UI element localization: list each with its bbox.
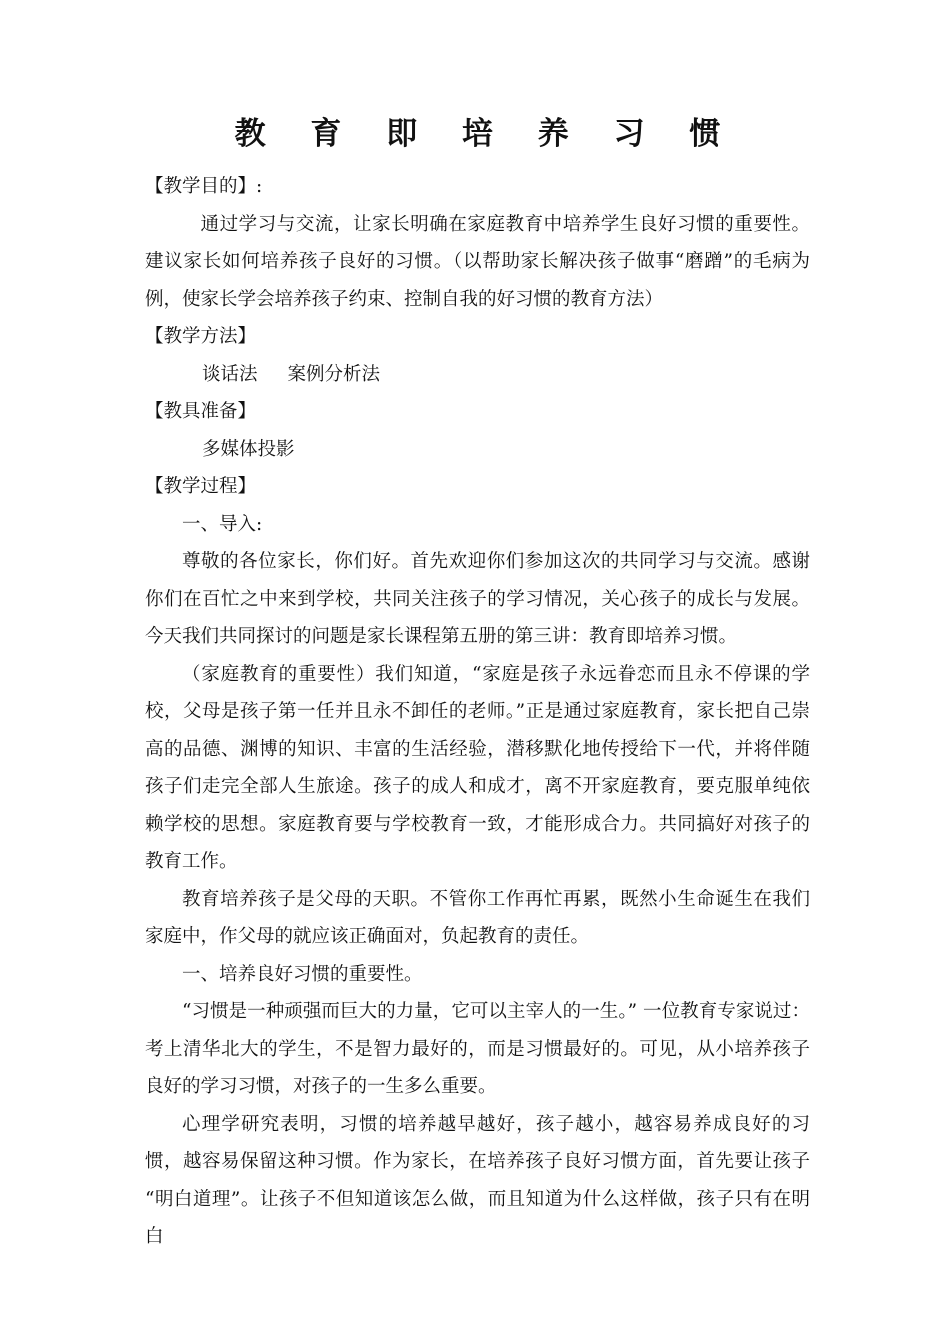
paragraph-parent-duty: 教育培养孩子是父母的天职。不管你工作再忙再累，既然小生命诞生在我们家庭中，作父母的就应该正确面对，负起教育的责任。 — [145, 888, 810, 947]
method-talk: 谈话法 — [202, 363, 258, 385]
document-page — [145, 112, 810, 1256]
importance-label: 一、培养良好习惯的重要性。 — [182, 963, 423, 985]
method-list — [145, 356, 810, 394]
purpose-heading: 【教学目的】: — [145, 176, 263, 197]
purpose-paragraph: 通过学习与交流，让家长明确在家庭教育中培养学生良好习惯的重要性。建议家长如何培养孩子良好的习惯。（以帮助家长解决孩子做事“磨蹭”的毛病为例，使家长学会培养孩子约束、控制自我的好习惯的教育方法） — [145, 213, 810, 310]
method-heading: 【教学方法】 — [145, 326, 257, 347]
tools-heading: 【教具准备】 — [145, 401, 257, 422]
paragraph-greeting: 尊敬的各位家长，你们好。首先欢迎你们参加这次的共同学习与交流。感谢你们在百忙之中来到学校，共同关注孩子的学习情况，关心孩子的成长与发展。今天我们共同探讨的问题是家长课程第五册的第三讲：教育即培养习惯。 — [145, 551, 810, 647]
method-case-analysis: 案例分析法 — [287, 363, 381, 385]
paragraph-habit-quote: “习惯是一种顽强而巨大的力量，它可以主宰人的一生。” 一位教育专家说过：考上清华北大的学生，不是智力最好的，而是习惯最好的。可见，从小培养孩子良好的学习习惯，对孩子的一生多么重要。 — [145, 1001, 810, 1097]
process-heading: 【教学过程】 — [145, 476, 257, 497]
paragraph-psychology: 心理学研究表明，习惯的培养越早越好，孩子越小，越容易养成良好的习惯，越容易保留这种习惯。作为家长，在培养孩子良好习惯方面，首先要让孩子 “明白道理”。让孩子不但知道该怎么做，而且知道为什么这样做，孩子只有在明白 — [145, 1113, 810, 1247]
document-title: 教 育 即 培 养 习 惯 — [234, 116, 738, 152]
paragraph-family-education: （家庭教育的重要性）我们知道，“家庭是孩子永远眷恋而且永不停课的学校，父母是孩子第一任并且永不卸任的老师。”正是通过家庭教育，家长把自己崇高的品德、渊博的知识、丰富的生活经验，潜移默化地传授给下一代，并将伴随孩子们走完全部人生旅途。孩子的成人和成才，离不开家庭教育，要克服单纯依赖学校的思想。家庭教育要与学校教育一致，才能形成合力。共同搞好对孩子的教育工作。 — [145, 663, 810, 872]
tools-item: 多媒体投影 — [202, 438, 295, 460]
intro-label: 一、导入: — [182, 513, 263, 535]
